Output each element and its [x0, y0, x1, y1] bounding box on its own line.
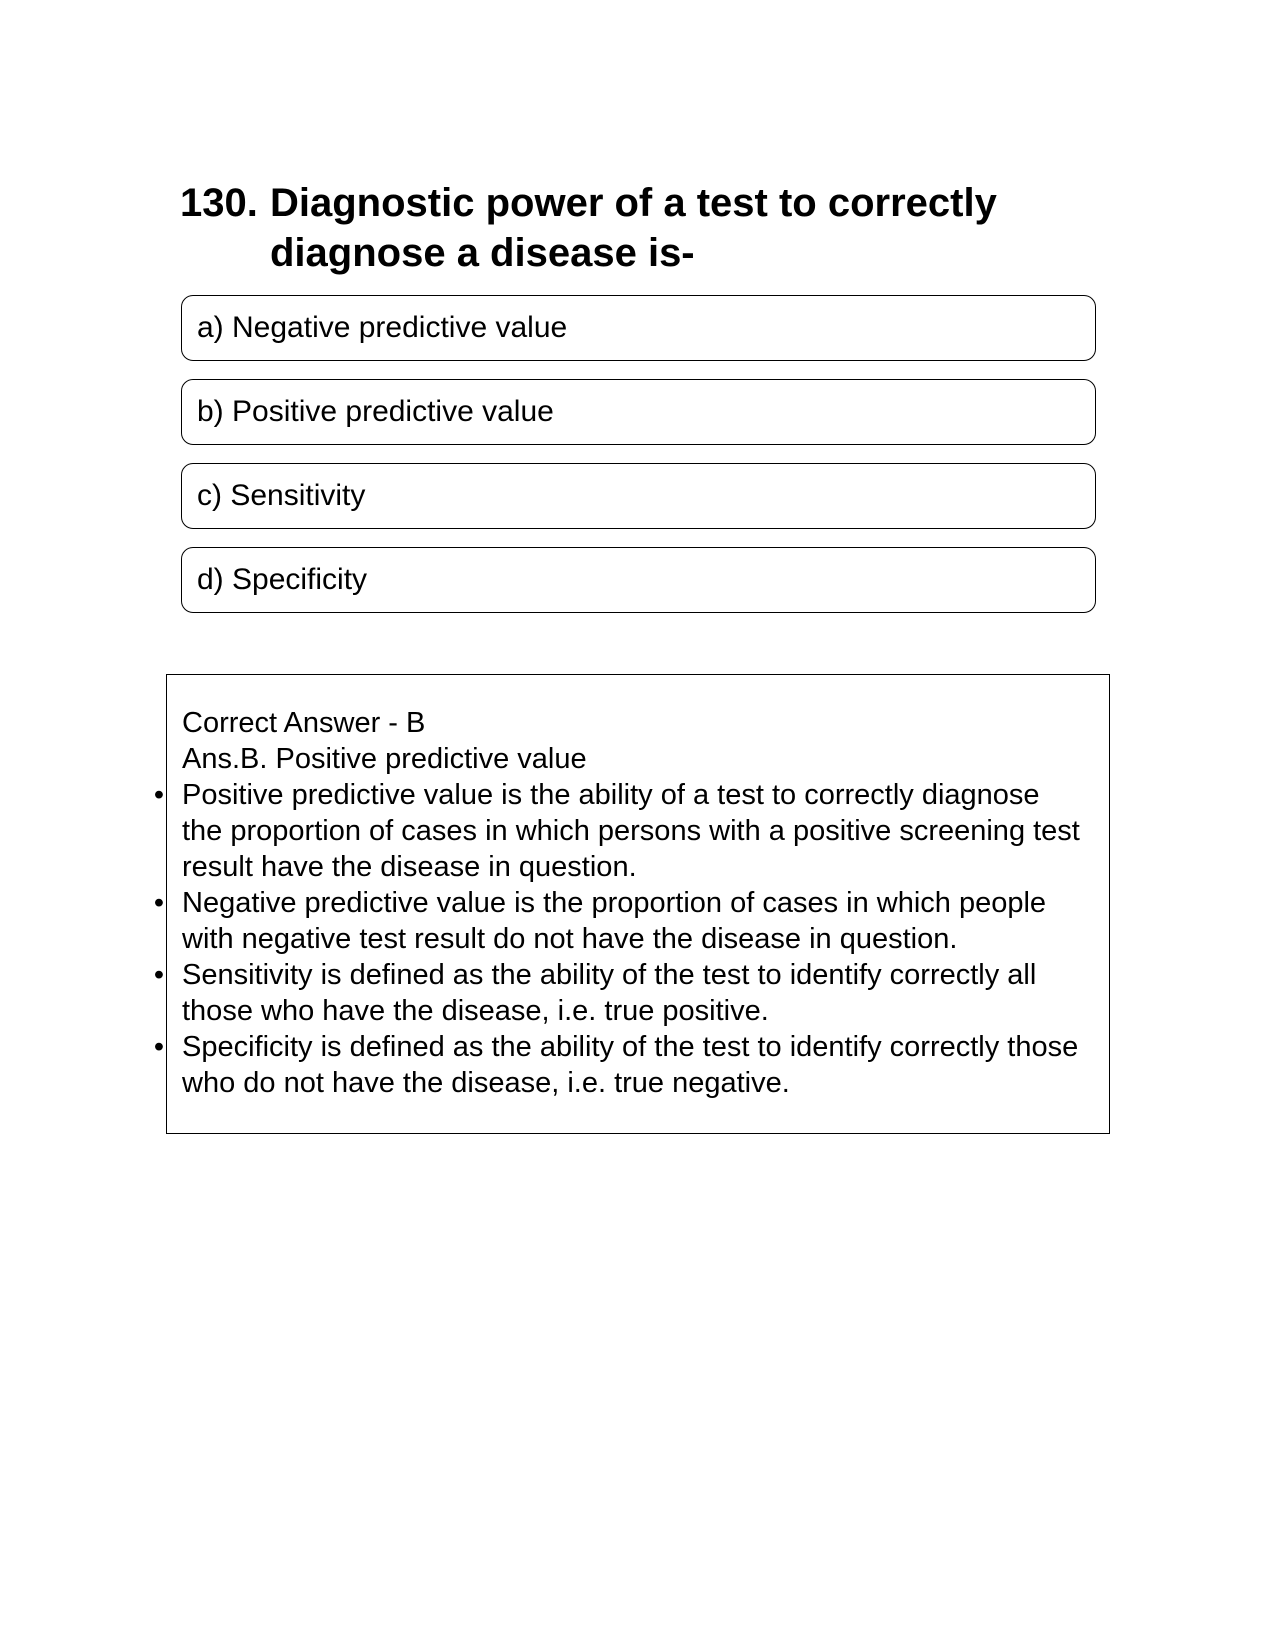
- bullet-icon: •: [153, 1031, 165, 1063]
- list-item: [153, 885, 1082, 957]
- list-item-text: Positive predictive value is the ability of a test to correctly diagnose the proportion of cases in which persons with a positive screening test result have the disease in question.: [182, 779, 1080, 883]
- option-c[interactable]: c) Sensitivity: [181, 463, 1096, 529]
- question-heading: [180, 178, 1080, 278]
- bullet-icon: •: [153, 887, 165, 919]
- answer-explanation: [153, 705, 1082, 1101]
- list-item: [153, 957, 1082, 1029]
- option-d[interactable]: d) Specificity: [181, 547, 1096, 613]
- bullet-icon: •: [153, 779, 165, 811]
- answer-summary: Ans.B. Positive predictive value: [182, 743, 587, 775]
- list-item-text: Sensitivity is defined as the ability of the test to identify correctly all those who have the disease, i.e. true positive.: [182, 959, 1037, 1027]
- list-item: [153, 1029, 1082, 1101]
- option-b[interactable]: b) Positive predictive value: [181, 379, 1096, 445]
- question-number: 130.: [180, 181, 258, 225]
- list-item: [153, 777, 1082, 885]
- correct-answer: Correct Answer - B: [182, 707, 426, 739]
- list-item-text: Specificity is defined as the ability of the test to identify correctly those who do not have the disease, i.e. true negative.: [182, 1031, 1079, 1099]
- explanation-list: [153, 777, 1082, 1101]
- list-item-text: Negative predictive value is the proportion of cases in which people with negative test result do not have the disease in question.: [182, 887, 1047, 955]
- bullet-icon: •: [153, 959, 165, 991]
- option-a[interactable]: a) Negative predictive value: [181, 295, 1096, 361]
- question-text: Diagnostic power of a test to correctly diagnose a disease is-: [270, 181, 997, 275]
